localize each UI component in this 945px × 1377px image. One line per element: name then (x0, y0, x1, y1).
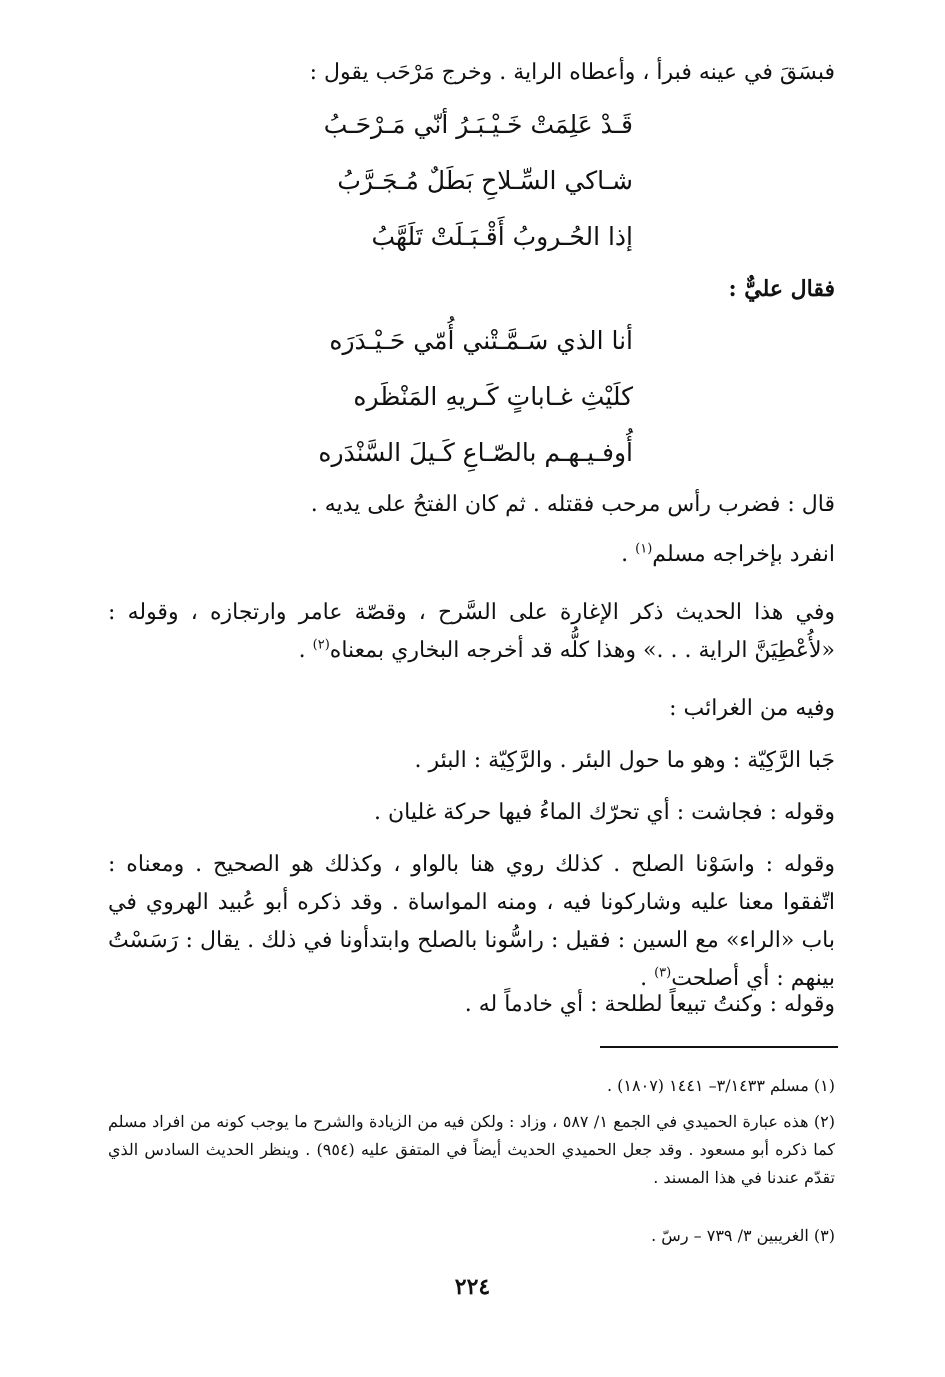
paragraph-wasawna (108, 846, 835, 998)
paragraph-qal: قال : فضرب رأس مرحب فقتله . ثم كان الفتحُ على يديه . (310, 492, 835, 517)
paragraph-infarad-text: انفرد بإخراجه مسلم (652, 542, 835, 567)
ali-said-label: فقال عليٌّ : (728, 276, 835, 302)
footnote-3: (٣) الغريبين ٣/ ٧٣٩ – رسّ . (651, 1226, 835, 1245)
footnote-ref-3: (٣) (654, 965, 672, 981)
footnote-divider (600, 1046, 838, 1048)
footnote-ref-1: (١) (635, 541, 653, 557)
paragraph-infarad-end: . (621, 542, 636, 567)
gharaib-heading: وفيه من الغرائب : (669, 696, 835, 721)
verse-marhab-3: إذا الحُـروبُ أَقْـبَـلَتْ تَلَهَّبُ (371, 222, 633, 251)
paragraph-tabi: وقوله : وكنتُ تبيعاً لطلحة : أي خادماً له . (464, 992, 835, 1017)
paragraph-hadith-text: وفي هذا الحديث ذكر الإغارة على السَّرح ، وقصّة عامر وارتجازه ، وقوله : «لأُعْطِيَنَّ الراية . . .» وهذا كلُّه قد أخرجه البخاري بمعناه (108, 600, 835, 663)
footnote-2: (٢) هذه عبارة الحميدي في الجمع ١/ ٥٨٧ ، وزاد : ولكن فيه من الزيادة والشرح ما يوجب كونه من افراد مسلم كما ذكره أبو مسعود . وقد جعل الحميدي الحديث أيضاً في المتفق عليه (٩٥٤) . وينظر الحديث السادس الذي تقدّم عندنا في هذا المسند . (108, 1112, 836, 1187)
paragraph-wasawna-text: وقوله : واسَوْنا الصلح . كذلك روي هنا بالواو ، وكذلك هو الصحيح . ومعناه : اتّفقوا معنا عليه وشاركونا فيه ، ومنه المواساة . وقد ذكره أبو عُبيد الهروي في باب «الراء» مع السين : فقيل : راسُّونا بالصلح وابتدأونا في ذلك . يقال : رَسَسْتُ بينهم : أي أصلحت (108, 852, 835, 991)
footnote-1: (١) مسلم ٣/١٤٣٣– ١٤٤١ (١٨٠٧) . (607, 1076, 835, 1095)
verse-ali-2: كلَيْثِ غـاباتٍ كَـريهِ المَنْظَره (353, 382, 633, 411)
footnote-ref-2: (٢) (312, 637, 330, 653)
paragraph-fajashat: وقوله : فجاشت : أي تحرّك الماءُ فيها حركة غليان . (373, 800, 835, 825)
paragraph-hadith (108, 594, 835, 670)
page-number: ٢٢٤ (454, 1274, 491, 1300)
paragraph-jaba: جَبا الرَّكِيّة : وهو ما حول البئر . والرَّكِيّة : البئر . (414, 748, 835, 773)
paragraph-wasawna-end: . (640, 966, 655, 991)
verse-ali-1: أنا الذي سَـمَّـتْني أُمّي حَـيْـدَرَه (329, 326, 633, 355)
verse-marhab-1: قَـدْ عَلِمَتْ خَـيْـبَـرُ أنّي مَـرْحَـبُ (323, 110, 633, 139)
verse-ali-3: أُوفـيـهـم بالصّـاعِ كَـيلَ السَّنْدَره (318, 438, 633, 467)
intro-line: فبسَقَ في عينه فبرأ ، وأعطاه الراية . وخرج مَرْحَب يقول : (309, 60, 835, 85)
paragraph-infarad (621, 540, 835, 570)
paragraph-hadith-end: . (298, 638, 313, 663)
verse-marhab-2: شـاكي السِّـلاحِ بَطَلٌ مُـجَـرَّبُ (337, 166, 633, 195)
